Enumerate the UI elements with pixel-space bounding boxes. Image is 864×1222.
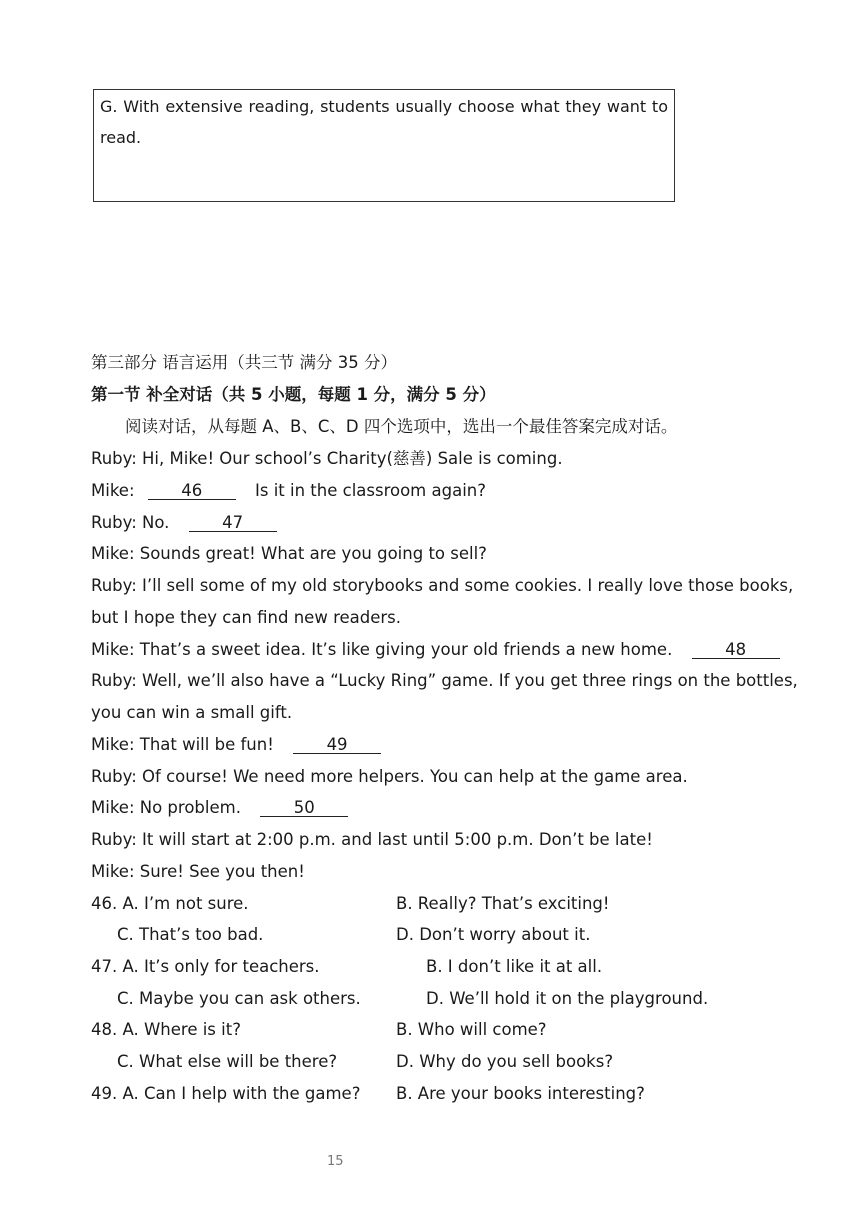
blank-47: 47 — [189, 514, 277, 532]
dialogue-line-2 — [91, 480, 486, 502]
dialogue-line-7a: Ruby: Well, we’ll also have a “Lucky Ring” game. If you get three rings on the bottles, — [91, 671, 798, 690]
dialogue-line-5b: but I hope they can find new readers. — [91, 608, 402, 627]
blank-48: 48 — [692, 641, 780, 659]
speaker-text: Mike: — [91, 481, 135, 500]
q48-option-d: D. Why do you sell books? — [396, 1052, 614, 1071]
dialogue-line-6 — [91, 639, 780, 661]
option-g-text: G. With extensive reading, students usually choose what they want to read. — [100, 97, 668, 147]
q47-option-c: C. Maybe you can ask others. — [117, 989, 361, 1008]
subsection-title: 第一节 补全对话（共 5 小题，每题 1 分，满分 5 分） — [91, 385, 496, 404]
dialogue-line-7b: you can win a small gift. — [91, 703, 293, 722]
q46-option-c: C. That’s too bad. — [117, 925, 264, 944]
blank-46: 46 — [148, 482, 236, 500]
instruction: 阅读对话，从每题 A、B、C、D 四个选项中，选出一个最佳答案完成对话。 — [125, 417, 678, 436]
q47-option-a: 47. A. It’s only for teachers. — [91, 957, 320, 976]
dialogue-line-11: Ruby: It will start at 2:00 p.m. and last until 5:00 p.m. Don’t be late! — [91, 830, 653, 849]
q47-option-d: D. We’ll hold it on the playground. — [426, 989, 709, 1008]
dialogue-line-8 — [91, 734, 381, 756]
q46-option-d: D. Don’t worry about it. — [396, 925, 591, 944]
speaker-text: Ruby: No. — [91, 513, 170, 532]
part-title: 第三部分 语言运用（共三节 满分 35 分） — [91, 353, 397, 372]
blank-50: 50 — [260, 799, 348, 817]
dialogue-line-3 — [91, 512, 277, 534]
q47-option-b: B. I don’t like it at all. — [426, 957, 603, 976]
dialogue-line-4: Mike: Sounds great! What are you going to sell? — [91, 544, 487, 563]
dialogue-text: Mike: That’s a sweet idea. It’s like giving your old friends a new home. — [91, 640, 673, 659]
q49-option-b: B. Are your books interesting? — [396, 1084, 645, 1103]
q46-option-b: B. Really? That’s exciting! — [396, 894, 610, 913]
dialogue-line-9: Ruby: Of course! We need more helpers. You can help at the game area. — [91, 767, 688, 786]
q46-option-a: 46. A. I’m not sure. — [91, 894, 249, 913]
q49-option-a: 49. A. Can I help with the game? — [91, 1084, 361, 1103]
blank-49: 49 — [293, 736, 381, 754]
q48-option-b: B. Who will come? — [396, 1020, 547, 1039]
dialogue-line-5a: Ruby: I’ll sell some of my old storybooks and some cookies. I really love those books, — [91, 576, 794, 595]
dialogue-text: Is it in the classroom again? — [255, 481, 486, 500]
q48-option-a: 48. A. Where is it? — [91, 1020, 241, 1039]
dialogue-text: Mike: No problem. — [91, 798, 241, 817]
dialogue-text: Mike: That will be fun! — [91, 735, 274, 754]
dialogue-line-12: Mike: Sure! See you then! — [91, 862, 305, 881]
dialogue-line-10 — [91, 797, 348, 819]
dialogue-line-1: Ruby: Hi, Mike! Our school’s Charity(慈善) Sale is coming. — [91, 449, 563, 468]
page-number: 15 — [327, 1154, 344, 1169]
q48-option-c: C. What else will be there? — [117, 1052, 338, 1071]
